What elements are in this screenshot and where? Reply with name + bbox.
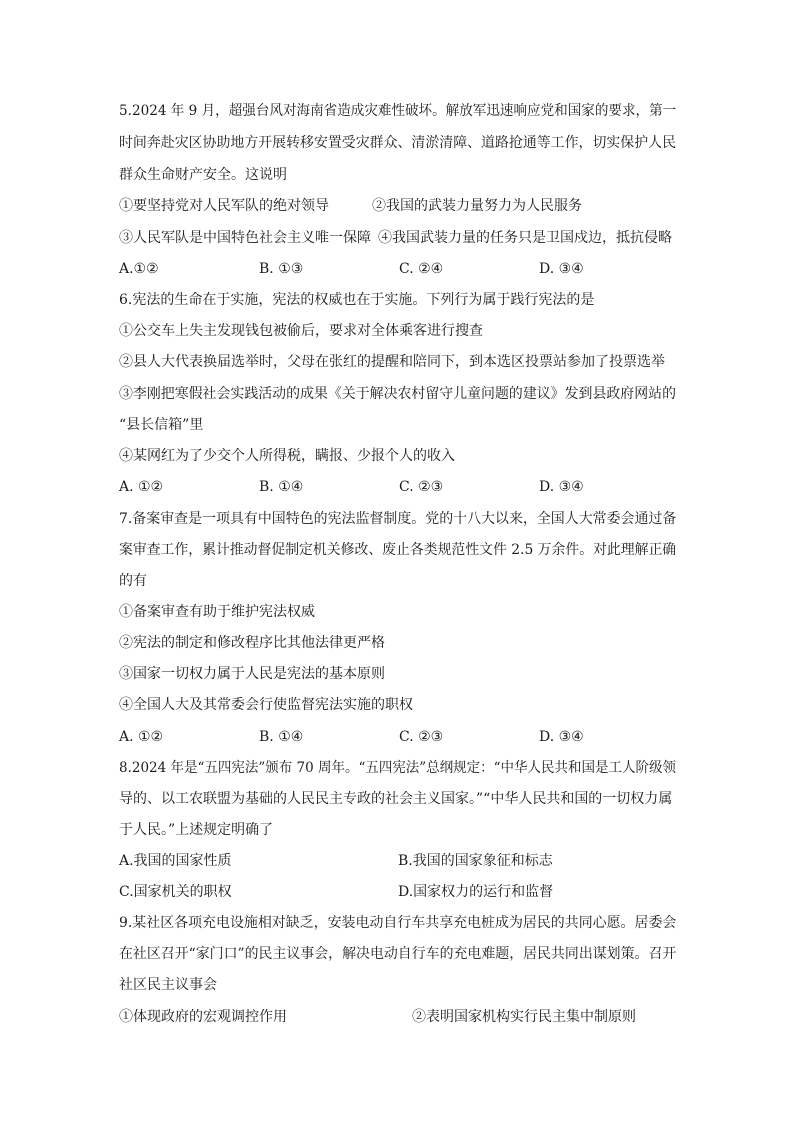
q7-option-b[interactable]: B. ①④: [259, 729, 304, 745]
q6-item-1: ①公交车上失主发现钱包被偷后，要求对全体乘客进行搜查: [119, 323, 483, 339]
q8-stem-line-1: 8.2024 年是“五四宪法”颁布 70 周年。“五四宪法”总纲规定：“中华人民共和国是工人阶级领: [119, 760, 676, 776]
q5-stem-line-1: 5.2024 年 9 月，超强台风对海南省造成灾难性破坏。解放军迅速响应党和国家的要求，第一: [119, 103, 677, 119]
q7-stem-line-2: 案审查工作，累计推动督促制定机关修改、废止各类规范性文件 2.5 万余件。对此理解正确: [119, 542, 677, 558]
q6-option-b[interactable]: B. ①④: [259, 479, 304, 495]
q7-item-3: ③国家一切权力属于人民是宪法的基本原则: [119, 666, 385, 682]
q7-option-c[interactable]: C. ②③: [399, 729, 444, 745]
q6-item-4: ④某网红为了少交个人所得税，瞒报、少报个人的收入: [119, 448, 455, 464]
q6-option-a[interactable]: A. ①②: [119, 479, 164, 495]
q6-item-3-continued: “县长信箱”里: [119, 417, 204, 433]
q9-stem-line-2: 在社区召开“家门口”的民主议事会，解决电动自行车的充电难题，居民共同出谋划策。召开: [119, 946, 677, 962]
q6-item-3: ③李刚把寒假社会实践活动的成果《关于解决农村留守儿童问题的建议》发到县政府网站的: [119, 386, 676, 402]
q5-option-b[interactable]: B. ①③: [259, 261, 304, 277]
q5-stem-line-2: 时间奔赴灾区协助地方开展转移安置受灾群众、清淤清障、道路抢通等工作，切实保护人民: [119, 135, 676, 151]
q8-option-b[interactable]: B.我国的国家象征和标志: [398, 853, 553, 869]
q5-item-3: ③人民军队是中国特色社会主义唯一保障: [119, 230, 371, 246]
q7-item-4: ④全国人大及其常委会行使监督宪法实施的职权: [119, 697, 413, 713]
q9-stem-line-3: 社区民主议事会: [119, 977, 217, 993]
q6-option-c[interactable]: C. ②③: [399, 479, 444, 495]
q9-stem-line-1: 9.某社区各项充电设施相对缺乏，安装电动自行车共享充电桩成为居民的共同心愿。居委会: [119, 915, 677, 931]
q5-item-4: ④我国武装力量的任务只是卫国戍边，抵抗侵略: [378, 230, 672, 246]
q7-stem-line-1: 7.备案审查是一项具有中国特色的宪法监督制度。党的十八大以来，全国人大常委会通过备: [119, 511, 677, 527]
q8-stem-line-2: 导的、以工农联盟为基础的人民民主专政的社会主义国家。”“中华人民共和国的一切权力属: [119, 791, 673, 807]
q7-stem-line-3: 的有: [119, 573, 147, 589]
q6-stem-line-1: 6.宪法的生命在于实施，宪法的权威也在于实施。下列行为属于践行宪法的是: [119, 292, 595, 308]
q7-option-a[interactable]: A. ①②: [119, 729, 164, 745]
q6-item-2: ②县人大代表换届选举时，父母在张红的提醒和陪同下，到本选区投票站参加了投票选举: [119, 354, 665, 370]
q5-option-d[interactable]: D. ③④: [539, 261, 584, 277]
q9-item-2: ②表明国家机构实行民主集中制原则: [412, 1009, 636, 1025]
q8-stem-line-3: 于人民。”上述规定明确了: [119, 822, 274, 838]
q8-option-c[interactable]: C.国家机关的职权: [119, 884, 232, 900]
q9-item-1: ①体现政府的宏观调控作用: [119, 1009, 287, 1025]
q5-stem-line-3: 群众生命财产安全。这说明: [119, 167, 287, 183]
q7-item-1: ①备案审查有助于维护宪法权威: [119, 604, 315, 620]
q5-item-1: ①要坚持党对人民军队的绝对领导: [119, 198, 329, 214]
q5-option-c[interactable]: C. ②④: [399, 261, 444, 277]
q7-item-2: ②宪法的制定和修改程序比其他法律更严格: [119, 635, 385, 651]
q5-item-2: ②我国的武装力量努力为人民服务: [372, 198, 582, 214]
q5-option-a[interactable]: A.①②: [119, 261, 159, 277]
q7-option-d[interactable]: D. ③④: [539, 729, 584, 745]
q6-option-d[interactable]: D. ③④: [539, 479, 584, 495]
q8-option-d[interactable]: D.国家权力的运行和监督: [398, 884, 554, 900]
q8-option-a[interactable]: A.我国的国家性质: [119, 853, 232, 869]
